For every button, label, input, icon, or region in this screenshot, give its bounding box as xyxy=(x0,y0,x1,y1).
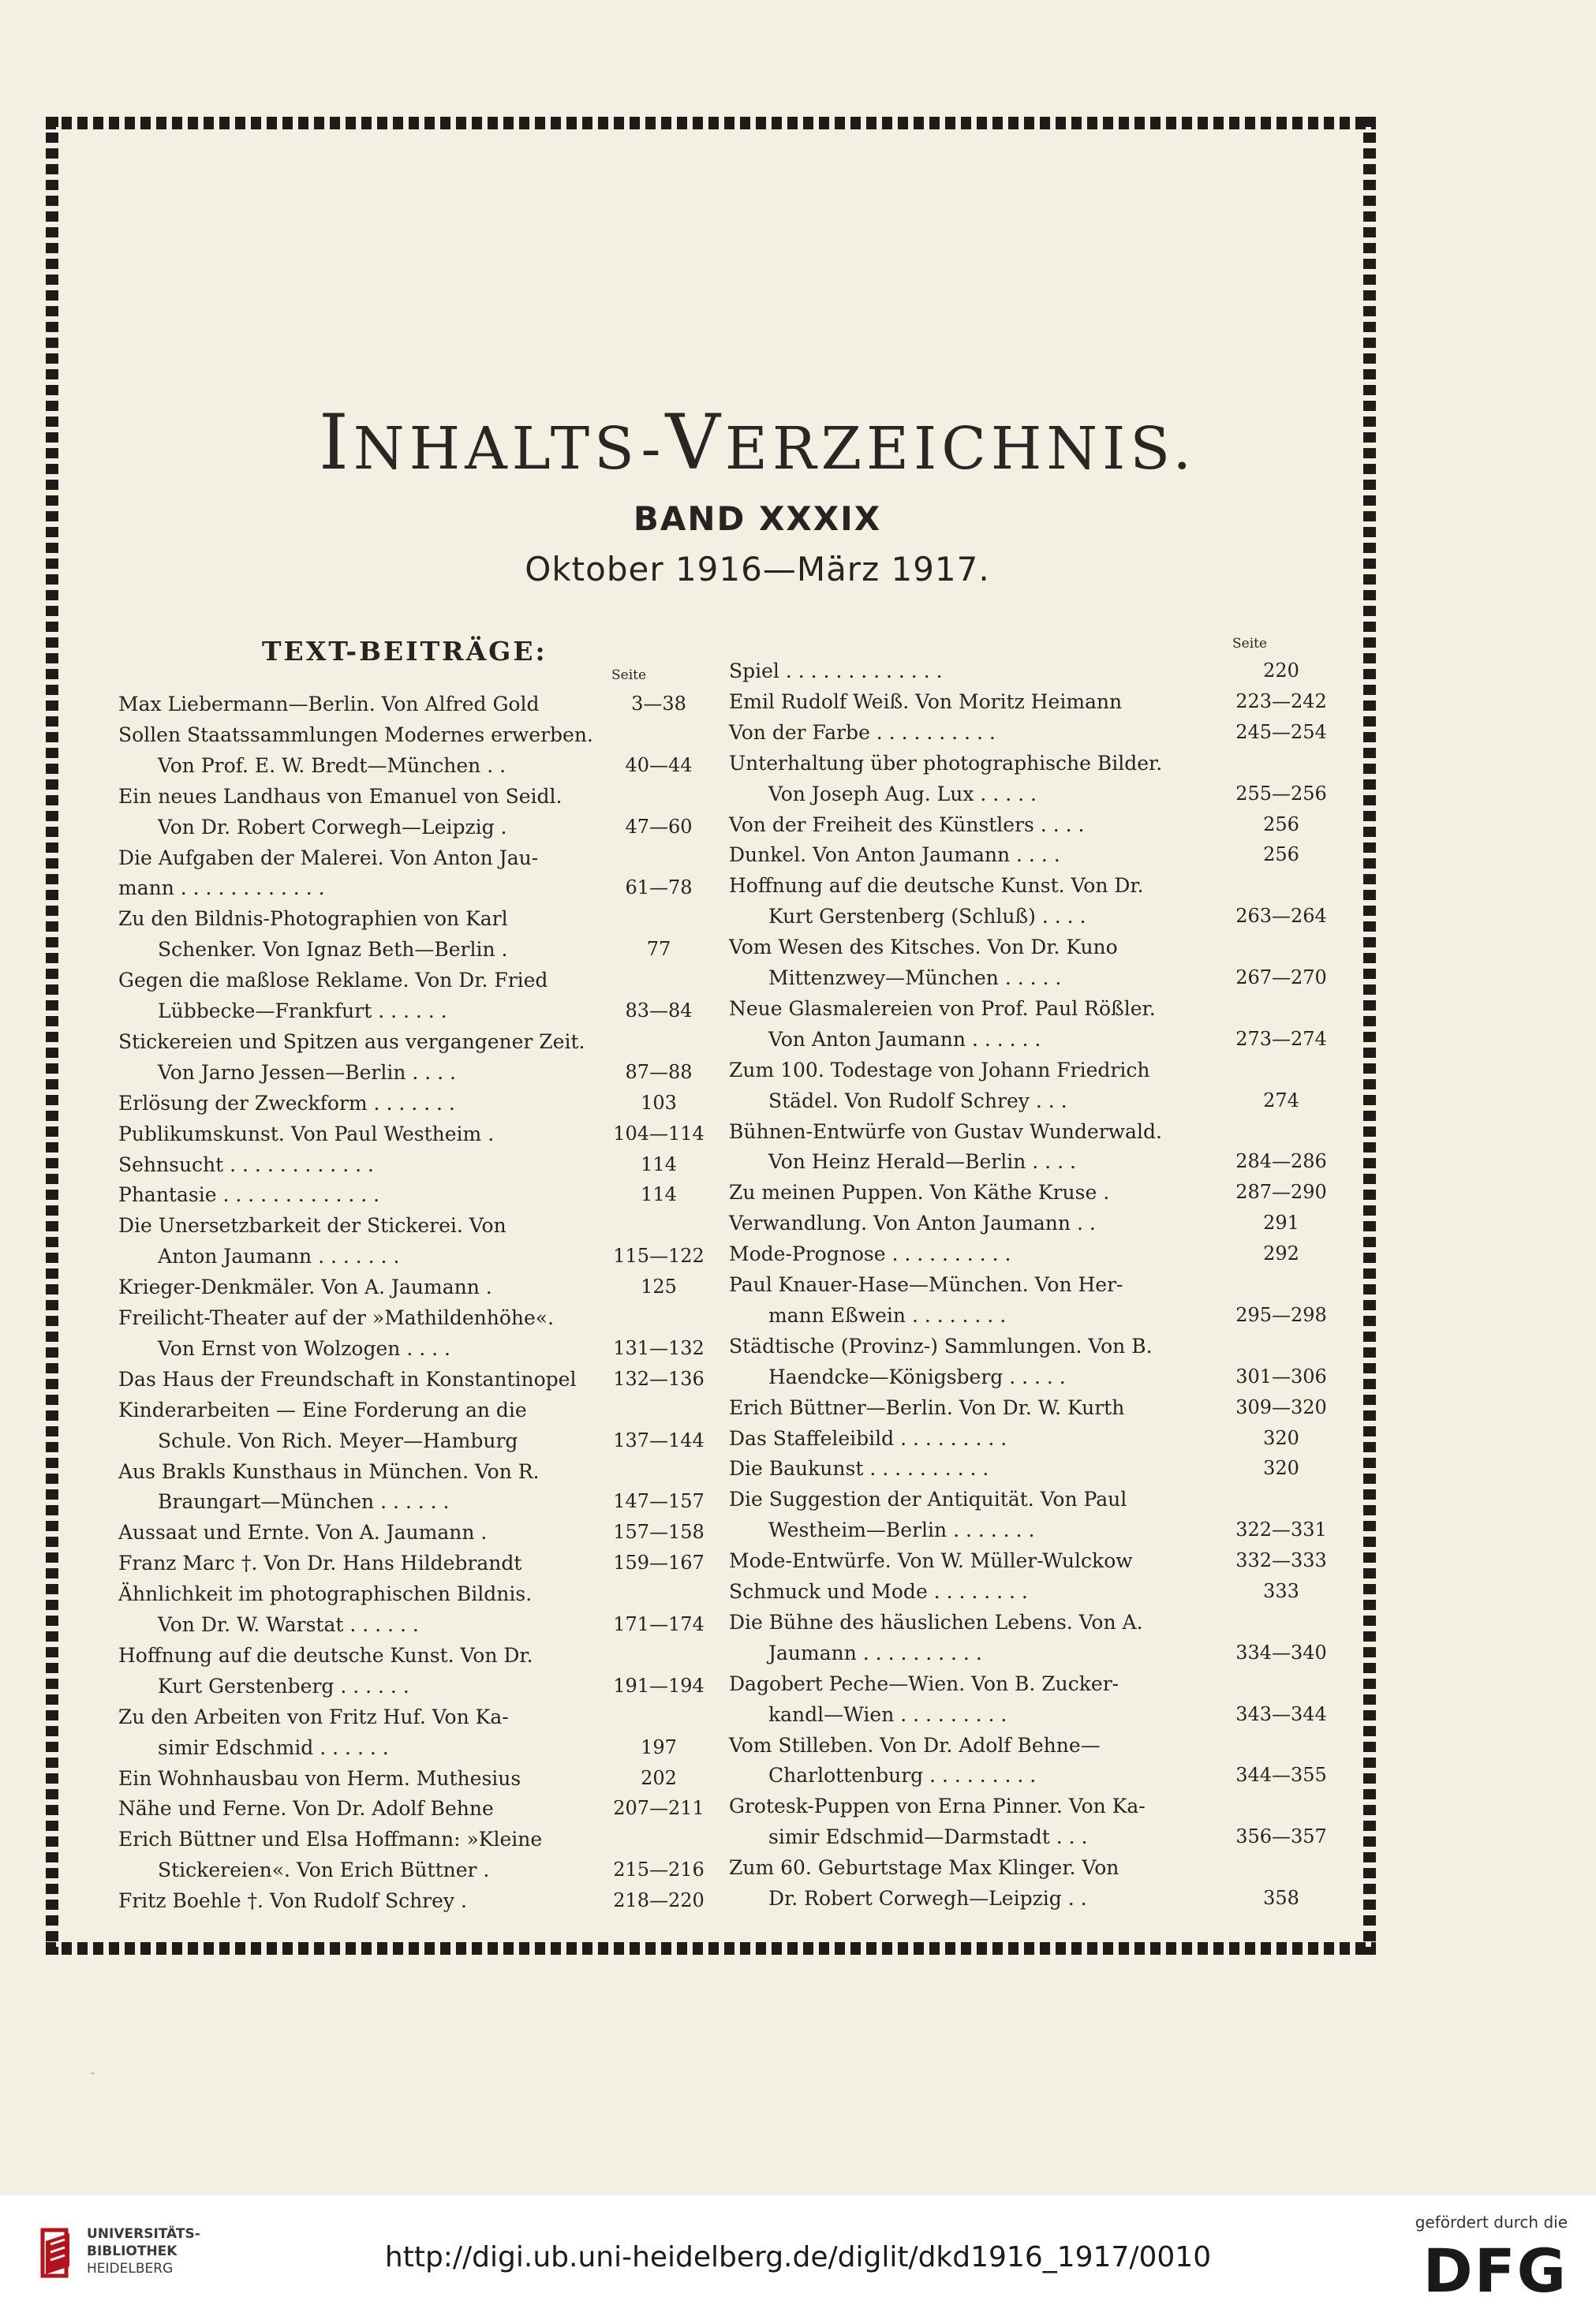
toc-entry-title: Zu den Bildnis-Photographien von Karl xyxy=(118,907,508,931)
toc-entry-pages: 215—216 xyxy=(613,1859,705,1881)
toc-entry-title: Erich Büttner und Elsa Hoffmann: »Kleine xyxy=(118,1828,543,1851)
toc-entry-title: Anton Jaumann . . . . . . . xyxy=(158,1245,400,1268)
toc-entry-pages: 61—78 xyxy=(625,876,693,899)
toc-entry-title: Max Liebermann—Berlin. Von Alfred Gold xyxy=(118,693,540,715)
scan-mark: ˇ xyxy=(90,2072,95,2084)
toc-entry-title: Schule. Von Rich. Meyer—Hamburg xyxy=(158,1429,518,1452)
toc-entry-title: Krieger-Denkmäler. Von A. Jaumann . xyxy=(118,1276,492,1299)
toc-entry-pages: 3—38 xyxy=(631,693,686,715)
toc-entry-pages: 322—331 xyxy=(1235,1519,1327,1541)
toc-entry-pages: 334—340 xyxy=(1235,1641,1327,1664)
toc-entry-title: Von Joseph Aug. Lux . . . . . xyxy=(768,782,1037,805)
border-left xyxy=(46,117,58,1955)
toc-entry-title: Paul Knauer-Hase—München. Von Her- xyxy=(729,1273,1123,1296)
toc-entry-title: Ein Wohnhausbau von Herm. Muthesius xyxy=(118,1766,521,1790)
toc-entry-title: Braungart—München . . . . . . xyxy=(158,1490,450,1514)
border-bottom xyxy=(46,1942,1376,1955)
toc-entry-pages: 287—290 xyxy=(1235,1181,1327,1204)
toc-entry-title: Ähnlichkeit im photographischen Bildnis. xyxy=(118,1582,533,1606)
toc-entry-title: Spiel . . . . . . . . . . . . . xyxy=(729,659,943,682)
title-part-2: ERZEICHNIS. xyxy=(724,415,1196,483)
toc-entry-title: Fritz Boehle †. Von Rudolf Schrey . xyxy=(118,1889,467,1913)
toc-entry-pages: 291 xyxy=(1263,1212,1299,1235)
toc-entry-title: Zum 60. Geburtstage Max Klinger. Von xyxy=(729,1856,1119,1880)
toc-entry-pages: 223—242 xyxy=(1235,689,1327,712)
toc-entry-pages: 263—264 xyxy=(1235,905,1327,928)
toc-entry-title: Von Heinz Herald—Berlin . . . . xyxy=(768,1150,1076,1174)
toc-entry-title: Vom Stilleben. Von Dr. Adolf Behne— xyxy=(729,1733,1101,1757)
toc-entry-pages: 159—167 xyxy=(613,1552,705,1575)
toc-entry-title: Verwandlung. Von Anton Jaumann . . xyxy=(729,1212,1096,1235)
toc-entry-title: Von Prof. E. W. Bredt—München . . xyxy=(158,753,506,777)
toc-entry-title: Charlottenburg . . . . . . . . . xyxy=(768,1764,1037,1788)
toc-entry-title: Von Dr. W. Warstat . . . . . . xyxy=(158,1613,419,1636)
toc-entry-title: Städel. Von Rudolf Schrey . . . xyxy=(768,1089,1067,1112)
toc-entry-title: Erlösung der Zweckform . . . . . . . xyxy=(118,1091,455,1115)
toc-entry-title: Das Staffeleibild . . . . . . . . . xyxy=(729,1426,1007,1450)
toc-entry-title: Sollen Staatssammlungen Modernes erwerben. xyxy=(118,723,593,746)
toc-entry-title: Ein neues Landhaus von Emanuel von Seidl. xyxy=(118,784,563,808)
toc-entry-pages: 47—60 xyxy=(625,815,693,838)
toc-entry-title: kandl—Wien . . . . . . . . . xyxy=(768,1702,1007,1726)
library-line-3: HEIDELBERG xyxy=(87,2261,174,2277)
toc-entry-pages: 131—132 xyxy=(613,1336,705,1359)
toc-entry-title: Phantasie . . . . . . . . . . . . . xyxy=(118,1183,380,1207)
toc-entry-pages: 147—157 xyxy=(613,1490,705,1513)
toc-entry-pages: 332—333 xyxy=(1235,1549,1327,1572)
toc-entry-title: Stickereien und Spitzen aus vergangener Zeit. xyxy=(118,1029,585,1053)
toc-entry-title: Publikumskunst. Von Paul Westheim . xyxy=(118,1122,495,1145)
toc-entry-pages: 274 xyxy=(1263,1089,1299,1111)
toc-entry-title: Bühnen-Entwürfe von Gustav Wunderwald. xyxy=(729,1119,1162,1143)
toc-entry-title: Jaumann . . . . . . . . . . xyxy=(768,1641,982,1664)
toc-entry-pages: 114 xyxy=(641,1183,677,1206)
toc-entry-title: mann Eßwein . . . . . . . . xyxy=(768,1303,1007,1327)
toc-entry-pages: 202 xyxy=(641,1766,677,1789)
toc-entry-pages: 132—136 xyxy=(613,1367,705,1390)
toc-entry-pages: 301—306 xyxy=(1235,1365,1327,1388)
toc-entry-title: Mittenzwey—München . . . . . xyxy=(768,966,1062,989)
title-initial: I xyxy=(319,398,353,487)
toc-entry-title: Kurt Gerstenberg . . . . . . xyxy=(158,1674,409,1698)
section-heading: TEXT-BEITRÄGE: xyxy=(262,636,548,667)
toc-entry-pages: 256 xyxy=(1263,813,1299,835)
toc-entry-pages: 273—274 xyxy=(1235,1027,1327,1050)
toc-entry-pages: 343—344 xyxy=(1235,1702,1327,1725)
library-line-2: BIBLIOTHEK xyxy=(87,2243,178,2259)
toc-entry-title: Unterhaltung über photographische Bilder. xyxy=(729,751,1163,775)
toc-entry-pages: 358 xyxy=(1263,1887,1299,1909)
toc-entry-pages: 267—270 xyxy=(1235,966,1327,988)
toc-entry-pages: 207—211 xyxy=(613,1797,705,1820)
toc-entry-title: Neue Glasmalereien von Prof. Paul Rößler. xyxy=(729,996,1156,1020)
band-label: BAND XXXIX xyxy=(633,499,882,538)
toc-entry-pages: 309—320 xyxy=(1235,1395,1327,1418)
toc-entry-pages: 284—286 xyxy=(1235,1150,1327,1173)
toc-entry-pages: 103 xyxy=(641,1091,677,1114)
toc-entry-title: simir Edschmid . . . . . . xyxy=(158,1735,389,1759)
toc-entry-title: Von der Farbe . . . . . . . . . . xyxy=(729,720,996,744)
toc-entry-title: Mode-Prognose . . . . . . . . . . xyxy=(729,1242,1011,1266)
seite-label-right: Seite xyxy=(1232,636,1268,652)
toc-entry-pages: 333 xyxy=(1263,1580,1299,1602)
toc-entry-title: Dr. Robert Corwegh—Leipzig . . xyxy=(768,1887,1087,1910)
toc-entry-title: Von Dr. Robert Corwegh—Leipzig . xyxy=(158,815,507,839)
toc-entry-title: Von Anton Jaumann . . . . . . xyxy=(768,1027,1041,1051)
toc-entry-title: Aussaat und Ernte. Von A. Jaumann . xyxy=(118,1521,488,1545)
seite-label-left: Seite xyxy=(611,667,647,683)
footer-bar xyxy=(0,2195,1596,2320)
toc-entry-title: Kinderarbeiten — Eine Forderung an die xyxy=(118,1398,527,1422)
toc-entry-title: Von Ernst von Wolzogen . . . . xyxy=(158,1336,450,1360)
toc-entry-pages: 356—357 xyxy=(1235,1825,1327,1848)
toc-entry-pages: 191—194 xyxy=(613,1674,705,1697)
toc-entry-pages: 83—84 xyxy=(625,999,693,1022)
toc-entry-title: Gegen die maßlose Reklame. Von Dr. Fried xyxy=(118,969,548,992)
toc-entry-pages: 295—298 xyxy=(1235,1303,1327,1326)
toc-entry-title: Schenker. Von Ignaz Beth—Berlin . xyxy=(158,938,508,962)
toc-entry-pages: 104—114 xyxy=(613,1122,705,1145)
border-top xyxy=(46,117,1376,129)
toc-entry-pages: 255—256 xyxy=(1235,782,1327,805)
toc-entry-title: Von der Freiheit des Künstlers . . . . xyxy=(729,813,1085,836)
toc-entry-title: Städtische (Provinz-) Sammlungen. Von B. xyxy=(729,1334,1153,1358)
toc-entry-pages: 157—158 xyxy=(613,1521,705,1544)
toc-entry-pages: 218—220 xyxy=(613,1889,705,1912)
toc-entry-title: Erich Büttner—Berlin. Von Dr. W. Kurth xyxy=(729,1395,1125,1419)
toc-entry-pages: 171—174 xyxy=(613,1613,705,1635)
library-line-1: UNIVERSITÄTS- xyxy=(87,2226,200,2242)
page-title xyxy=(0,398,1515,487)
toc-entry-title: Schmuck und Mode . . . . . . . . xyxy=(729,1580,1028,1603)
toc-entry-title: Nähe und Ferne. Von Dr. Adolf Behne xyxy=(118,1797,494,1821)
toc-entry-title: Sehnsucht . . . . . . . . . . . . xyxy=(118,1153,374,1176)
border-right xyxy=(1363,117,1376,1955)
toc-entry-title: Stickereien«. Von Erich Büttner . xyxy=(158,1859,490,1882)
toc-entry-pages: 114 xyxy=(641,1153,677,1175)
toc-entry-title: Von Jarno Jessen—Berlin . . . . xyxy=(158,1060,456,1084)
toc-entry-title: Freilicht-Theater auf der »Mathildenhöhe«. xyxy=(118,1306,555,1329)
toc-entry-pages: 320 xyxy=(1263,1457,1299,1480)
toc-entry-pages: 245—254 xyxy=(1235,720,1327,743)
toc-entry-title: Das Haus der Freundschaft in Konstantinopel xyxy=(118,1367,577,1391)
toc-entry-pages: 292 xyxy=(1263,1242,1299,1265)
toc-entry-pages: 87—88 xyxy=(625,1060,693,1083)
toc-entry-pages: 197 xyxy=(641,1735,677,1758)
toc-entry-title: Vom Wesen des Kitsches. Von Dr. Kuno xyxy=(729,936,1118,959)
toc-entry-title: Die Aufgaben der Malerei. Von Anton Jau- xyxy=(118,846,539,869)
toc-entry-title: Lübbecke—Frankfurt . . . . . . xyxy=(158,999,447,1022)
toc-entry-pages: 115—122 xyxy=(613,1245,705,1268)
toc-entry-title: Hoffnung auf die deutsche Kunst. Von Dr. xyxy=(729,874,1144,898)
toc-entry-title: Mode-Entwürfe. Von W. Müller-Wulckow xyxy=(729,1549,1133,1573)
dfg-logo: DFG xyxy=(1422,2236,1568,2306)
toc-entry-title: Hoffnung auf die deutsche Kunst. Von Dr. xyxy=(118,1643,533,1667)
toc-entry-title: Kurt Gerstenberg (Schluß) . . . . xyxy=(768,905,1086,928)
toc-entry-title: simir Edschmid—Darmstadt . . . xyxy=(768,1825,1088,1849)
funding-note: gefördert durch die xyxy=(1415,2213,1568,2232)
title-part-1: NHALTS- xyxy=(353,415,666,483)
toc-entry-pages: 320 xyxy=(1263,1426,1299,1449)
toc-entry-title: Die Unersetzbarkeit der Stickerei. Von xyxy=(118,1214,506,1238)
toc-entry-title: Haendcke—Königsberg . . . . . xyxy=(768,1365,1066,1388)
toc-entry-title: Zu den Arbeiten von Fritz Huf. Von Ka- xyxy=(118,1705,509,1728)
toc-entry-title: Emil Rudolf Weiß. Von Moritz Heimann xyxy=(729,689,1123,713)
toc-entry-pages: 40—44 xyxy=(625,753,693,776)
toc-entry-pages: 137—144 xyxy=(613,1429,705,1451)
toc-entry-pages: 77 xyxy=(646,938,671,961)
toc-entry-title: Die Baukunst . . . . . . . . . . xyxy=(729,1457,989,1481)
toc-entry-title: mann . . . . . . . . . . . . xyxy=(118,876,325,900)
toc-entry-title: Aus Brakls Kunsthaus in München. Von R. xyxy=(118,1459,540,1483)
toc-entry-pages: 125 xyxy=(641,1276,677,1298)
toc-entry-title: Zu meinen Puppen. Von Käthe Kruse . xyxy=(729,1181,1110,1205)
period-label: Oktober 1916—März 1917. xyxy=(525,550,990,588)
toc-entry-title: Die Bühne des häuslichen Lebens. Von A. xyxy=(729,1610,1143,1634)
title-initial-2: V xyxy=(665,398,725,487)
toc-entry-title: Dagobert Peche—Wien. Von B. Zucker- xyxy=(729,1672,1119,1695)
permalink-url[interactable]: http://digi.ub.uni-heidelberg.de/diglit/dkd1916_1917/0010 xyxy=(384,2241,1212,2273)
toc-entry-title: Westheim—Berlin . . . . . . . xyxy=(768,1519,1035,1542)
toc-entry-title: Dunkel. Von Anton Jaumann . . . . xyxy=(729,843,1060,867)
toc-entry-pages: 220 xyxy=(1263,659,1299,682)
toc-entry-title: Franz Marc †. Von Dr. Hans Hildebrandt xyxy=(118,1552,522,1575)
toc-entry-pages: 344—355 xyxy=(1235,1764,1327,1787)
toc-entry-pages: 256 xyxy=(1263,843,1299,866)
toc-entry-title: Zum 100. Todestage von Johann Friedrich xyxy=(729,1058,1150,1082)
toc-entry-title: Die Suggestion der Antiquität. Von Paul xyxy=(729,1488,1127,1511)
toc-entry-title: Grotesk-Puppen von Erna Pinner. Von Ka- xyxy=(729,1795,1146,1818)
